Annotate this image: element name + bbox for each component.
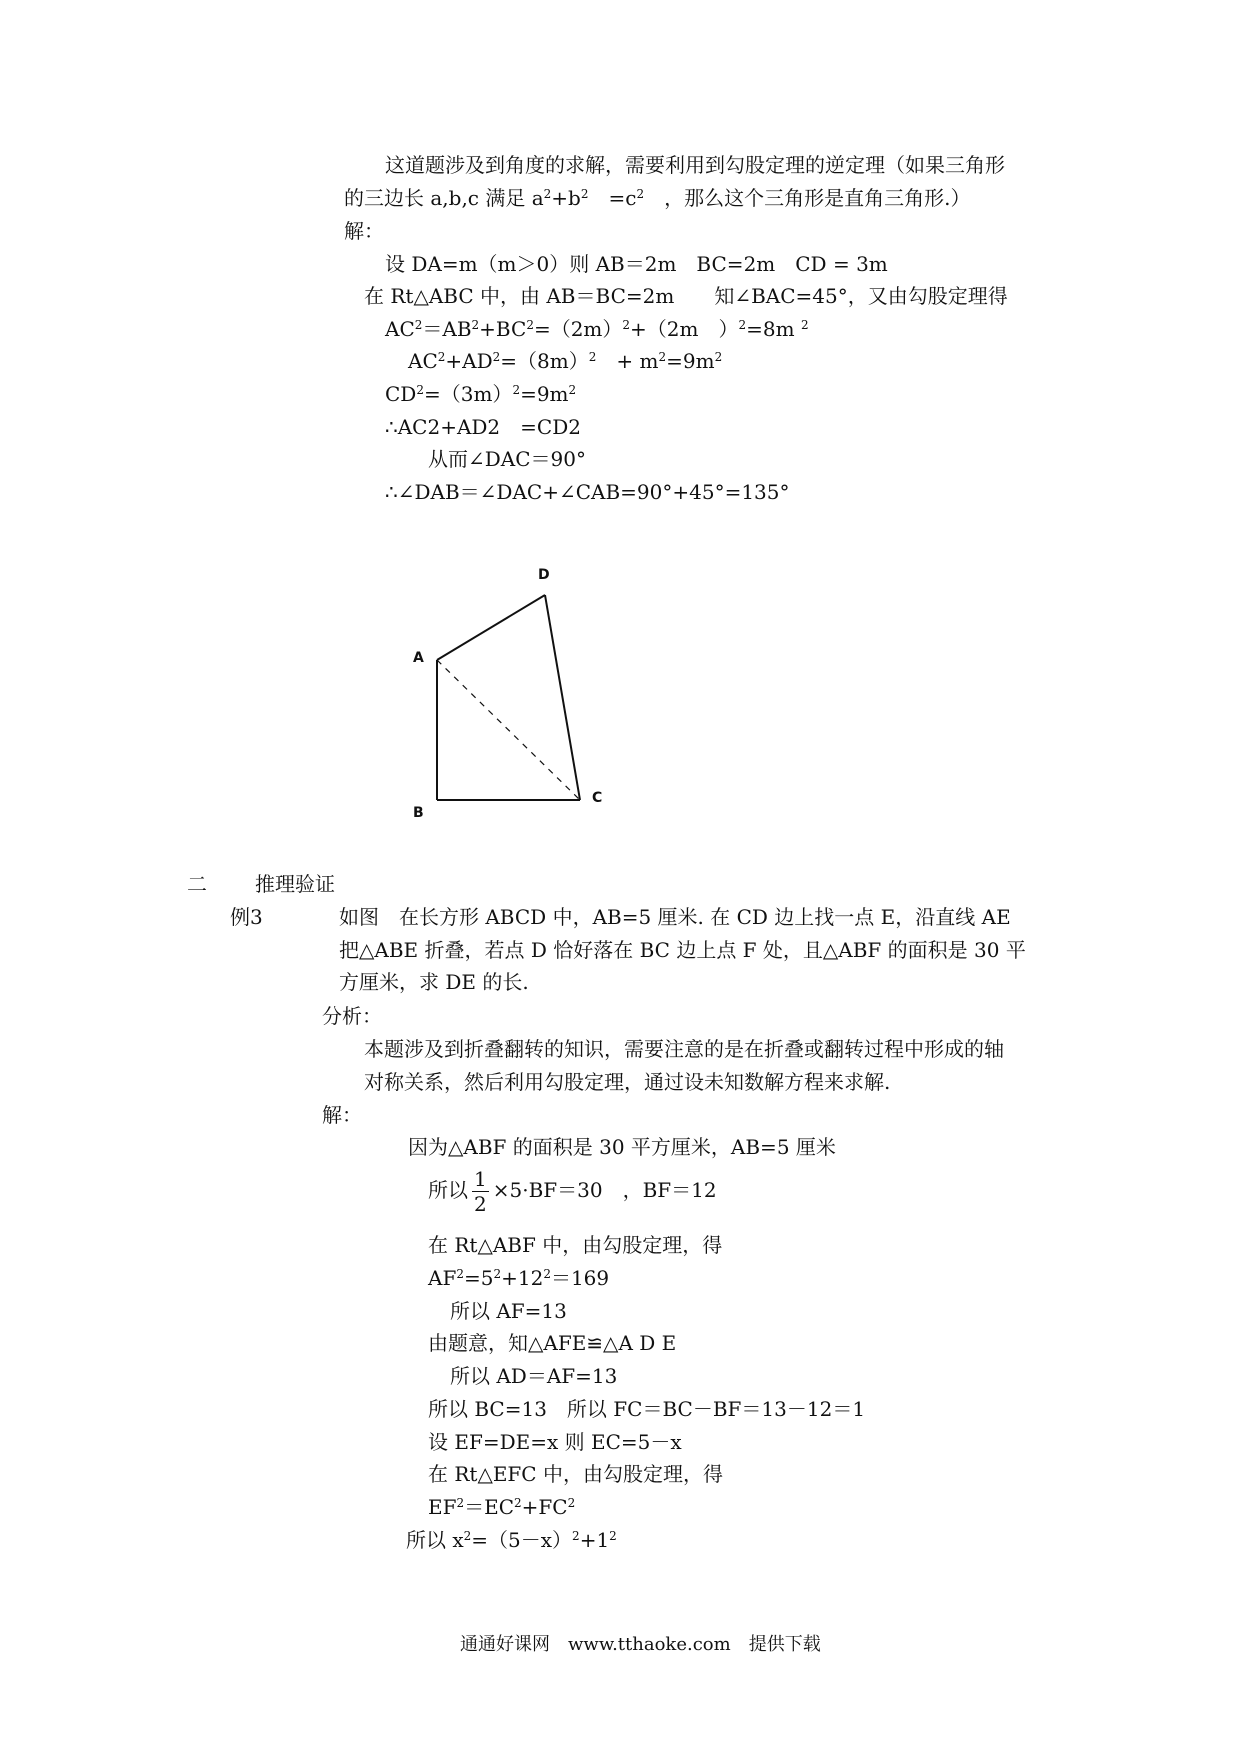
solution-line-7: 从而∠DAC＝90° bbox=[428, 447, 586, 471]
solution2-line-1: 因为△ABF 的面积是 30 平方厘米，AB=5 厘米 bbox=[408, 1135, 836, 1159]
section-title: 推理验证 bbox=[255, 872, 335, 896]
solution-line-4: $AC^2+AD^2=(8m)^2$ + $m^2=9m^2$ bbox=[408, 349, 723, 373]
vertex-label-c: C bbox=[592, 790, 603, 806]
vertex-label-d: D bbox=[538, 567, 550, 583]
solution2-line-3: 在 Rt△ABF 中，由勾股定理，得 bbox=[428, 1233, 723, 1257]
page-footer: 通通好课网 www.tthaoke.com 提供下载 bbox=[460, 1634, 821, 1655]
solution2-line-8: 所以 BC=13 所以 FC＝BC－BF＝13－12＝1 bbox=[428, 1397, 866, 1421]
vertex-label-a: A bbox=[413, 650, 424, 666]
solution2-line-2: 所以 $\frac{1}{2}$ ×5·BF＝30 ，BF＝12 bbox=[428, 1167, 717, 1216]
solution2-line-10: 在 Rt△EFC 中，由勾股定理，得 bbox=[428, 1462, 723, 1486]
segment-da bbox=[437, 595, 545, 660]
solution2-line-4: $AF^2=5^2+12^2=169$ bbox=[428, 1266, 610, 1290]
section-number: 二 bbox=[187, 872, 207, 896]
solution2-line-7: 所以 AD＝AF=13 bbox=[450, 1364, 618, 1388]
analysis-line-2: 对称关系，然后利用勾股定理，通过设未知数解方程来求解. bbox=[364, 1070, 891, 1094]
diagonal-ac bbox=[437, 660, 580, 800]
solution2-line-11: $EF^2=EC^2+FC^2$ bbox=[428, 1495, 576, 1519]
solution-line-5: $CD^2=(3m)^2=9m^2$ bbox=[385, 382, 577, 406]
vertex-label-b: B bbox=[413, 805, 424, 821]
problem-line-1: 如图 在长方形 ABCD 中，AB=5 厘米. 在 CD 边上找一点 E，沿直线 AE bbox=[339, 905, 1011, 929]
quadrilateral-figure bbox=[400, 555, 630, 825]
example-label: 例3 bbox=[230, 905, 263, 929]
fraction-one-half: $\frac{1}{2}$ bbox=[474, 1167, 487, 1216]
solution2-line-5: 所以 AF=13 bbox=[450, 1299, 567, 1323]
solution-label-2: 解： bbox=[322, 1103, 362, 1127]
intro-line-2: 的三边长 a,b,c 满足 $a^2+b^2$ $=c^2$ ，那么这个三角形是直角三角形.） bbox=[344, 186, 971, 210]
solution-label-1: 解： bbox=[344, 219, 384, 243]
solution-line-3: $AC^2=AB^2+BC^2=(2m)^2+(2m$ ）$^2$=8m $^2$ bbox=[385, 317, 809, 341]
solution-line-8: ∴∠DAB＝∠DAC+∠CAB=90°+45°=135° bbox=[385, 480, 790, 504]
solution2-line-6: 由题意，知△AFE≌△A D E bbox=[428, 1331, 677, 1355]
intro-line-1: 这道题涉及到角度的求解，需要利用到勾股定理的逆定理（如果三角形 bbox=[385, 153, 1005, 177]
solution2-line-12: 所以 $x^2=(5-x)^2+1^2$ bbox=[406, 1528, 617, 1552]
problem-line-3: 方厘米，求 DE 的长. bbox=[339, 970, 529, 994]
analysis-label: 分析： bbox=[322, 1004, 382, 1028]
segment-cd bbox=[545, 595, 580, 800]
solution-line-1: 设 DA=m（m＞0）则 AB＝2m BC=2m CD = 3m bbox=[385, 252, 888, 276]
analysis-line-1: 本题涉及到折叠翻转的知识，需要注意的是在折叠或翻转过程中形成的轴 bbox=[364, 1037, 1004, 1061]
solution-line-6: ∴AC2+AD2 =CD2 bbox=[385, 415, 581, 439]
solution-line-2: 在 Rt△ABC 中，由 AB＝BC=2m 知∠BAC=45°，又由勾股定理得 bbox=[364, 284, 1008, 308]
solution2-line-9: 设 EF=DE=x 则 EC=5－x bbox=[428, 1430, 682, 1454]
problem-line-2: 把△ABE 折叠，若点 D 恰好落在 BC 边上点 F 处，且△ABF 的面积是 30 平 bbox=[339, 938, 1026, 962]
